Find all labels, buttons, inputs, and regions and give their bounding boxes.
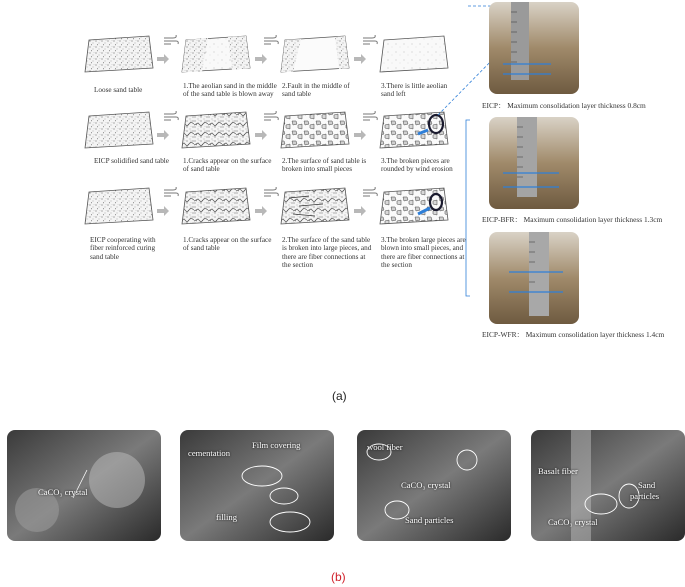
tray-fiber-cracks — [180, 186, 252, 226]
caption-row1-1: Loose sand table — [94, 86, 143, 94]
wind-icon — [263, 186, 279, 198]
sem-label-sand-particles: Sand particles — [405, 515, 454, 525]
wind-icon — [163, 110, 179, 122]
caption-row1-3: 2.Fault in the middle of sand table — [282, 82, 350, 99]
caption-row3-3: 2.The surface of the sand table is broken into large pieces, and there are fiber connections at the section — [282, 236, 372, 270]
caption-row3-1: EICP cooperating with fiber reinforced curing sand table — [90, 236, 156, 261]
wind-icon — [263, 110, 279, 122]
photo-eicp-layer — [489, 2, 579, 94]
caption-row2-1: EICP solidified sand table — [94, 157, 169, 165]
figure-label-a: (a) — [332, 389, 347, 403]
tray-blown — [180, 34, 252, 74]
caption-row3-2: 1.Cracks appear on the surface of sand table — [183, 236, 272, 253]
sem-label-filling: filling — [216, 512, 238, 522]
right-arrow-icon — [354, 51, 366, 61]
photo-eicp-bfr-layer — [489, 117, 579, 209]
sem-label-basalt-fiber: Basalt fiber — [538, 466, 578, 476]
right-arrow-icon — [157, 127, 169, 137]
sem-label-cementation: cementation — [188, 448, 230, 458]
sem-label-particles: particles — [630, 491, 660, 501]
tray-fault — [279, 34, 351, 74]
sem-label-wool-fiber: wool fiber — [367, 442, 403, 452]
photo-caption-eicp-wfr: EICP-WFR： Maximum consolidation layer thickness 1.4cm — [482, 330, 665, 339]
photo-caption-eicp-bfr: EICP-BFR： Maximum consolidation layer thickness 1.3cm — [482, 215, 663, 224]
sem-label-caco3-2: CaCO₃ crystal — [401, 480, 451, 490]
tray-fiber — [83, 186, 155, 226]
right-arrow-icon — [354, 127, 366, 137]
wind-icon — [362, 110, 378, 122]
photo-caption-eicp: EICP： Maximum consolidation layer thickness 0.8cm — [482, 101, 646, 110]
sem-label-sand: Sand — [638, 480, 656, 490]
caption-row1-2: 1.The aeolian sand in the middle of the sand table is blown away — [183, 82, 277, 99]
caption-row2-4: 3.The broken pieces are rounded by wind erosion — [381, 157, 453, 174]
right-arrow-icon — [354, 203, 366, 213]
wind-icon — [362, 34, 378, 46]
caption-row2-3: 2.The surface of sand table is broken into small pieces — [282, 157, 367, 174]
tray-small-pieces — [279, 110, 351, 150]
sem-label-film-covering: Film covering — [252, 440, 301, 450]
photo-eicp-wfr-layer — [489, 232, 579, 324]
sem-panel-1 — [7, 430, 161, 541]
tray-eicp — [83, 110, 155, 150]
tray-cracks — [180, 110, 252, 150]
wind-icon — [163, 34, 179, 46]
tray-loose — [83, 34, 155, 74]
figure-label-b: (b) — [331, 570, 346, 584]
wind-icon — [263, 34, 279, 46]
right-arrow-icon — [255, 203, 267, 213]
tray-large-pieces — [279, 186, 351, 226]
wind-icon — [163, 186, 179, 198]
right-arrow-icon — [157, 51, 169, 61]
caption-row3-4: 3.The broken large pieces are blown into small pieces, and there are fiber connections at the section — [381, 236, 466, 270]
right-arrow-icon — [255, 127, 267, 137]
right-arrow-icon — [255, 51, 267, 61]
wind-icon — [362, 186, 378, 198]
caption-row2-2: 1.Cracks appear on the surface of sand table — [183, 157, 272, 174]
right-arrow-icon — [157, 203, 169, 213]
sem-label-caco3-3: CaCO₃ crystal — [548, 517, 598, 527]
caption-row1-4: 3.There is little aeolian sand left — [381, 82, 448, 99]
sem-label-caco3: CaCO₃ crystal — [38, 487, 88, 497]
